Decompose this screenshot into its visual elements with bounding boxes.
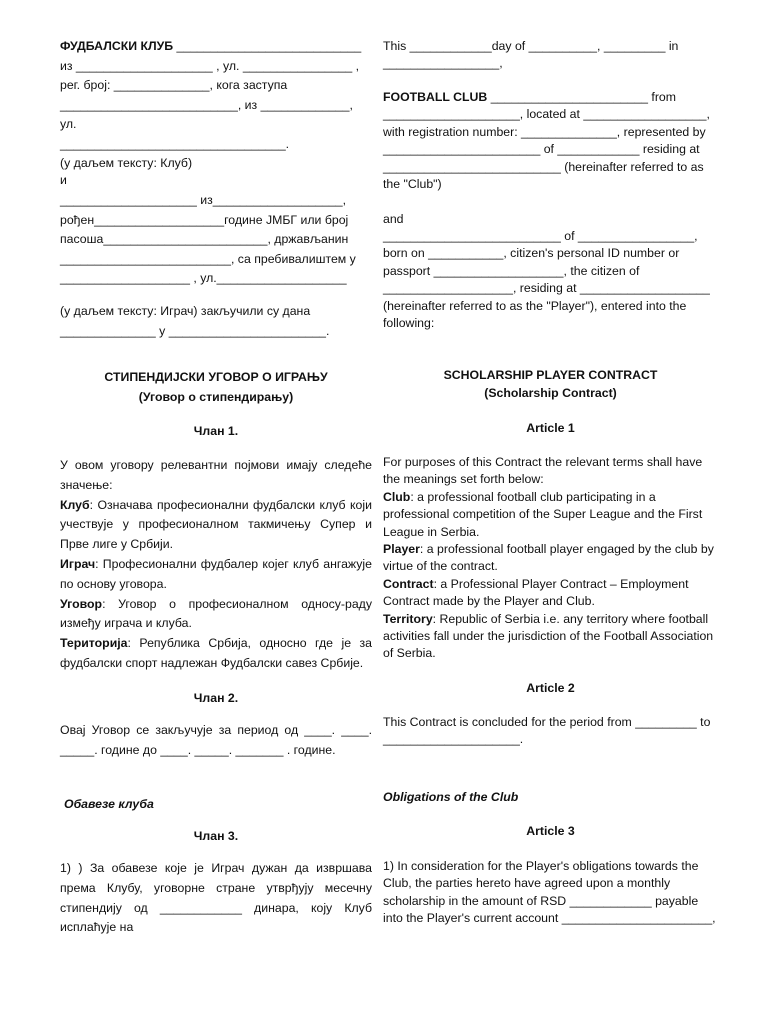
article-3-heading-sr: Члан 3. <box>193 829 239 843</box>
club-registration-line-sr: рег. број: ______________, кога заступа <box>60 78 288 92</box>
player-line-sr: ____________________ из___________________, <box>60 193 347 207</box>
article-2-heading-en: Article 2 <box>526 681 575 695</box>
article-2-heading-sr: Члан 2. <box>193 691 239 705</box>
definition-item-en <box>383 611 718 663</box>
definition-text-sr: : Република Србија, односно где је за фудбалски спорт надлежан Фудбалски савез Србије. <box>60 636 372 670</box>
player-block-sr <box>60 191 372 289</box>
club-street-line-sr: _________________________________. <box>60 136 290 151</box>
player-line-sr: ___________________ , ул.___________________ <box>60 271 347 285</box>
contract-title-sr: СТИПЕНДИЈСКИ УГОВОР О ИГРАЊУ <box>104 370 328 384</box>
article-1-heading-sr: Члан 1. <box>193 424 239 438</box>
concluded-line-sr: ______________ у _______________________. <box>60 323 330 338</box>
definition-term-en: Club <box>383 489 411 504</box>
player-block-en: __________________________ of _________________, born on ___________, citizen's personal ID number or passport ___________________, the citizen of ___________________, residing at ___________________ (hereinafter referred to as the "Player"), entered into the following: <box>383 229 710 331</box>
club-text-en: _______________________ from ____________________, located at __________________, with registration number: ______________, represented by _______________________ of ____________ residing at __________________________ (hereinafter referred to as the "Club") <box>383 90 710 192</box>
club-address-line-sr: из ____________________ , ул. ________________ , <box>60 58 360 73</box>
definition-text-en: : a professional football club participating in a professional competition of the Super League and the First League in Serbia. <box>383 489 703 539</box>
and-label-en: and <box>383 212 404 226</box>
contract-subtitle-sr: (Уговор о стипендирању) <box>138 390 294 404</box>
definition-text-sr: : Уговор о професионалном односу-раду између играча и клуба. <box>60 596 372 631</box>
club-label-en: FOOTBALL CLUB <box>383 90 488 104</box>
definition-text-sr: : Професионални фудбалер којег клуб ангажује по основу уговора. <box>60 556 372 591</box>
player-line-sr: рођен___________________године ЈМБГ или број <box>60 212 349 227</box>
club-representative-line-sr: __________________________, из _____________, ул. <box>60 97 353 131</box>
definition-item-sr <box>60 555 372 595</box>
definition-item-sr <box>60 634 372 674</box>
definition-item-sr <box>60 496 372 555</box>
article-3-text-sr: 1) ) За обавезе које је Играч дужан да извршава према Клубу, уговорне стране утврђују месечну стипендију од ____________ динара, коју Клуб исплаћује на <box>60 861 372 935</box>
and-label-sr: и <box>60 173 67 187</box>
club-block-en <box>383 89 718 193</box>
definition-term-en: Contract <box>383 576 434 591</box>
player-line-sr: _________________________, са пребивалиштем у <box>60 251 356 266</box>
club-line-sr <box>60 37 372 57</box>
definition-term-en: Player <box>383 542 420 557</box>
player-line-sr: пасоша________________________, држављанин <box>60 232 349 246</box>
club-header-sr <box>60 37 372 174</box>
article-2-text-sr: Овај Уговор се закључује за период од ____. ____. _____. године до ____. _____. _______ . године. <box>60 723 372 757</box>
article-1-intro-en: For purposes of this Contract the relevant terms shall have the meanings set forth below: <box>383 455 703 487</box>
definition-term-sr: Играч <box>60 556 96 571</box>
concluded-block-sr <box>60 302 372 341</box>
concluded-line-sr: (у даљем тексту: Играч) закључили су дана <box>60 304 311 318</box>
contract-subtitle-en: (Scholarship Contract) <box>484 386 617 400</box>
definition-item-sr <box>60 595 372 635</box>
definition-item-en <box>383 576 718 611</box>
definition-item-en <box>383 541 718 576</box>
contract-title-en: SCHOLARSHIP PLAYER CONTRACT <box>443 368 658 382</box>
club-name-blank-sr: ___________________________ <box>173 39 362 53</box>
definition-text-sr: : Означава професионални фудбалски клуб који учествује у професионалном такмичењу Супер и Прве лиге у Србији. <box>60 497 372 552</box>
article-3-heading-en: Article 3 <box>526 824 575 838</box>
article-1-body-sr <box>60 456 372 674</box>
article-3-text-en: 1) In consideration for the Player's obligations towards the Club, the parties hereto have agreed upon a monthly scholarship in the amount of RSD ____________ payable into the Player's current account ______________________, <box>383 859 716 926</box>
club-reference-sr: (у даљем тексту: Клуб) <box>60 156 193 170</box>
definition-text-en: : Republic of Serbia i.e. any territory where football activities fall under the jurisdiction of the Football Association of Serbia. <box>383 611 714 661</box>
definition-term-sr: Клуб <box>60 497 90 512</box>
club-obligations-heading-en: Obligations of the Club <box>383 790 519 804</box>
definition-text-en: : a Professional Player Contract – Employment Contract made by the Player and Club. <box>383 576 689 609</box>
definition-text-en: : a professional football player engaged by the club by virtue of the contract. <box>383 542 714 574</box>
definition-term-sr: Територија <box>60 636 128 651</box>
date-line-en: This ____________day of __________, _________ in _________________, <box>383 39 679 71</box>
definition-item-en <box>383 489 718 541</box>
club-obligations-heading-sr: Обавезе клуба <box>64 797 154 811</box>
definition-term-en: Territory <box>383 611 433 626</box>
definition-term-sr: Уговор <box>60 596 103 611</box>
article-1-body-en <box>383 454 718 663</box>
club-label-sr: ФУДБАЛСКИ КЛУБ <box>60 39 174 53</box>
article-1-heading-en: Article 1 <box>526 421 575 435</box>
article-1-intro-sr: У овом уговору релевантни појмови имају следеће значење: <box>60 458 372 492</box>
article-2-text-en: This Contract is concluded for the period from _________ to ____________________. <box>383 715 711 747</box>
